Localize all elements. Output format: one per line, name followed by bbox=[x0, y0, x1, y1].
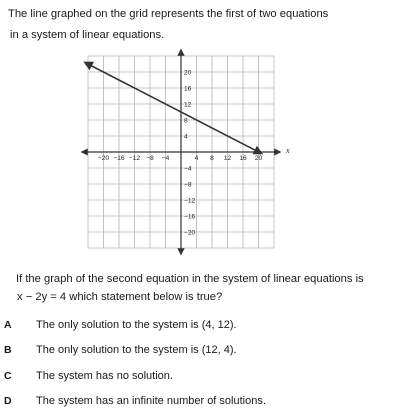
prompt-line-2: in a system of linear equations. bbox=[10, 29, 165, 41]
choice-letter: C bbox=[4, 370, 12, 382]
y-tick-label: 4 bbox=[184, 133, 188, 141]
choice-text: The system has an infinite number of solutions. bbox=[36, 395, 266, 407]
choice-text: The only solution to the system is (4, 12). bbox=[36, 319, 237, 331]
y-tick-label: −16 bbox=[184, 213, 196, 221]
x-axis-label: x bbox=[286, 146, 290, 155]
question-line-2: x − 2y = 4 which statement below is true? bbox=[17, 291, 223, 303]
question-line-1: If the graph of the second equation in the system of linear equations is bbox=[16, 273, 364, 285]
choice-text: The system has no solution. bbox=[36, 370, 173, 382]
answer-choice-b[interactable] bbox=[0, 341, 420, 361]
x-tick-label: 4 bbox=[194, 155, 199, 162]
choice-text: The only solution to the system is (12, 4). bbox=[36, 344, 237, 356]
x-tick-label: −4 bbox=[161, 155, 170, 162]
x-tick-label: 20 bbox=[254, 155, 263, 162]
x-tick-label: −8 bbox=[146, 155, 154, 162]
y-tick-label: −20 bbox=[184, 229, 196, 237]
x-tick-label: −12 bbox=[128, 155, 141, 162]
y-tick-label: 12 bbox=[184, 101, 192, 109]
answer-choice-d[interactable] bbox=[0, 392, 420, 412]
choice-letter: A bbox=[4, 319, 12, 331]
answer-choice-c[interactable] bbox=[0, 367, 420, 387]
x-tick-label: 16 bbox=[239, 155, 247, 162]
x-tick-label: −16 bbox=[113, 155, 125, 162]
question-text bbox=[16, 270, 364, 306]
x-tick-label: 8 bbox=[210, 155, 214, 162]
choice-letter: B bbox=[4, 344, 12, 356]
answer-choice-a[interactable] bbox=[0, 316, 420, 336]
prompt-line-1: The line graphed on the grid represents the first of two equations bbox=[8, 8, 329, 20]
x-tick-label: −20 bbox=[97, 155, 110, 162]
y-tick-label: −8 bbox=[184, 181, 192, 189]
graphed-line bbox=[85, 63, 262, 154]
problem-prompt bbox=[8, 4, 328, 46]
y-tick-label: −4 bbox=[184, 165, 192, 173]
y-tick-label: 20 bbox=[184, 69, 192, 77]
y-tick-label: −12 bbox=[184, 197, 196, 205]
x-tick-label: 12 bbox=[223, 155, 232, 162]
y-tick-label: 16 bbox=[184, 85, 192, 93]
coordinate-grid bbox=[78, 46, 298, 262]
y-tick-label: 8 bbox=[184, 117, 188, 125]
choice-letter: D bbox=[4, 395, 12, 407]
